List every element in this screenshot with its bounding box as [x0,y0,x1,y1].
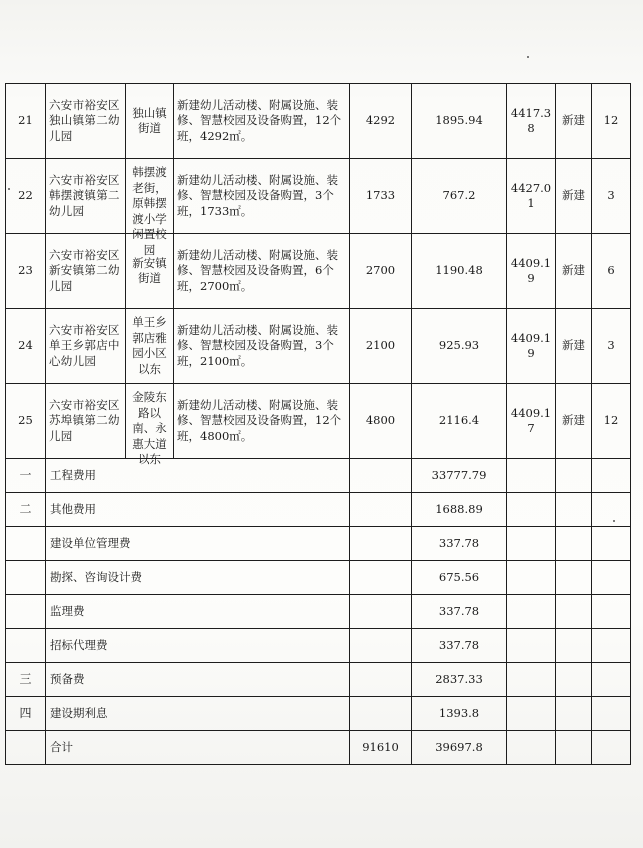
table-row [6,384,631,459]
build-type: 新建 [556,309,592,384]
empty-cell [592,561,631,595]
empty-cell [592,731,631,765]
construction-content: 新建幼儿活动楼、附属设施、装修、智慧校园及设备购置，12个班，4800㎡。 [174,384,350,459]
investment: 2116.4 [412,384,507,459]
cost-value: 337.78 [412,629,507,663]
total-label: 合计 [46,731,350,765]
empty-cell [592,527,631,561]
empty-cell [556,731,592,765]
build-type: 新建 [556,384,592,459]
unit-cost: 4417.38 [507,84,556,159]
investment: 925.93 [412,309,507,384]
empty-cell [592,663,631,697]
unit-cost: 4427.01 [507,159,556,234]
empty-cell [556,561,592,595]
investment: 1895.94 [412,84,507,159]
unit-cost: 4409.19 [507,234,556,309]
section-number: 一 [6,459,46,493]
empty-cell [507,663,556,697]
floor-area: 4292 [350,84,412,159]
summary-row-contingency [6,663,631,697]
empty-cell [592,629,631,663]
construction-content: 新建幼儿活动楼、附属设施、装修、智慧校园及设备购置，6个班，2700㎡。 [174,234,350,309]
section-number [6,527,46,561]
summary-area [350,493,412,527]
summary-area [350,663,412,697]
summary-row-tender-agency [6,629,631,663]
total-investment: 39697.8 [412,731,507,765]
summary-area [350,561,412,595]
empty-cell [507,697,556,731]
empty-cell [507,493,556,527]
section-number [6,731,46,765]
table-row [6,309,631,384]
cost-item-label: 其他费用 [46,493,350,527]
summary-row-engineering [6,459,631,493]
cost-item-label: 勘探、咨询设计费 [46,561,350,595]
floor-area: 2100 [350,309,412,384]
cost-value: 1688.89 [412,493,507,527]
cost-item-label: 监理费 [46,595,350,629]
summary-row-supervision [6,595,631,629]
floor-area: 2700 [350,234,412,309]
empty-cell [507,731,556,765]
cost-item-label: 工程费用 [46,459,350,493]
table-row [6,84,631,159]
section-number [6,629,46,663]
summary-area [350,459,412,493]
cost-value: 337.78 [412,527,507,561]
kindergarten-name: 六安市裕安区单王乡郭店中心幼儿园 [46,309,126,384]
cost-item-label: 建设单位管理费 [46,527,350,561]
row-number: 24 [6,309,46,384]
row-number: 25 [6,384,46,459]
cost-item-label: 预备费 [46,663,350,697]
summary-row-management [6,527,631,561]
empty-cell [556,459,592,493]
summary-row-total [6,731,631,765]
section-number: 二 [6,493,46,527]
class-count: 3 [592,309,631,384]
kindergarten-name: 六安市裕安区独山镇第二幼儿园 [46,84,126,159]
summary-area [350,697,412,731]
build-type: 新建 [556,84,592,159]
empty-cell [592,595,631,629]
summary-row-interest [6,697,631,731]
summary-area [350,629,412,663]
empty-cell [507,595,556,629]
class-count: 12 [592,384,631,459]
section-number [6,595,46,629]
cost-value: 337.78 [412,595,507,629]
class-count: 6 [592,234,631,309]
empty-cell [507,561,556,595]
section-number: 三 [6,663,46,697]
empty-cell [592,697,631,731]
empty-cell [507,527,556,561]
kindergarten-name: 六安市裕安区韩摆渡镇第二幼儿园 [46,159,126,234]
row-number: 21 [6,84,46,159]
unit-cost: 4409.19 [507,309,556,384]
location: 独山镇街道 [126,84,174,159]
empty-cell [556,595,592,629]
summary-area [350,595,412,629]
location: 韩摆渡老街，原韩摆渡小学闲置校园 [126,159,174,234]
row-number: 23 [6,234,46,309]
unit-cost: 4409.17 [507,384,556,459]
empty-cell [556,663,592,697]
empty-cell [507,629,556,663]
table-row [6,159,631,234]
summary-row-survey-design [6,561,631,595]
kindergarten-name: 六安市裕安区新安镇第二幼儿园 [46,234,126,309]
empty-cell [556,493,592,527]
cost-value: 1393.8 [412,697,507,731]
empty-cell [507,459,556,493]
section-number: 四 [6,697,46,731]
build-type: 新建 [556,159,592,234]
construction-content: 新建幼儿活动楼、附属设施、装修、智慧校园及设备购置，12个班，4292㎡。 [174,84,350,159]
class-count: 12 [592,84,631,159]
project-rows [6,84,631,466]
table-row [6,234,631,309]
investment: 767.2 [412,159,507,234]
investment: 1190.48 [412,234,507,309]
row-number: 22 [6,159,46,234]
kindergarten-name: 六安市裕安区苏埠镇第二幼儿园 [46,384,126,459]
summary-row-other [6,493,631,527]
cost-value: 675.56 [412,561,507,595]
location: 单王乡郭店雅园小区以东 [126,309,174,384]
location: 新安镇街道 [126,234,174,309]
location: 金陵东路以南、永惠大道以东 [126,384,174,459]
build-type: 新建 [556,234,592,309]
empty-cell [592,459,631,493]
cost-item-label: 招标代理费 [46,629,350,663]
empty-cell [556,697,592,731]
floor-area: 1733 [350,159,412,234]
total-area: 91610 [350,731,412,765]
cost-value: 2837.33 [412,663,507,697]
construction-content: 新建幼儿活动楼、附属设施、装修、智慧校园及设备购置，3个班，2100㎡。 [174,309,350,384]
summary-area [350,527,412,561]
floor-area: 4800 [350,384,412,459]
empty-cell [556,629,592,663]
class-count: 3 [592,159,631,234]
construction-content: 新建幼儿活动楼、附属设施、装修、智慧校园及设备购置，3个班，1733㎡。 [174,159,350,234]
speck [527,56,529,58]
empty-cell [556,527,592,561]
empty-cell [592,493,631,527]
cost-value: 33777.79 [412,459,507,493]
summary-rows [6,459,631,765]
budget-table [5,83,631,765]
section-number [6,561,46,595]
cost-item-label: 建设期利息 [46,697,350,731]
